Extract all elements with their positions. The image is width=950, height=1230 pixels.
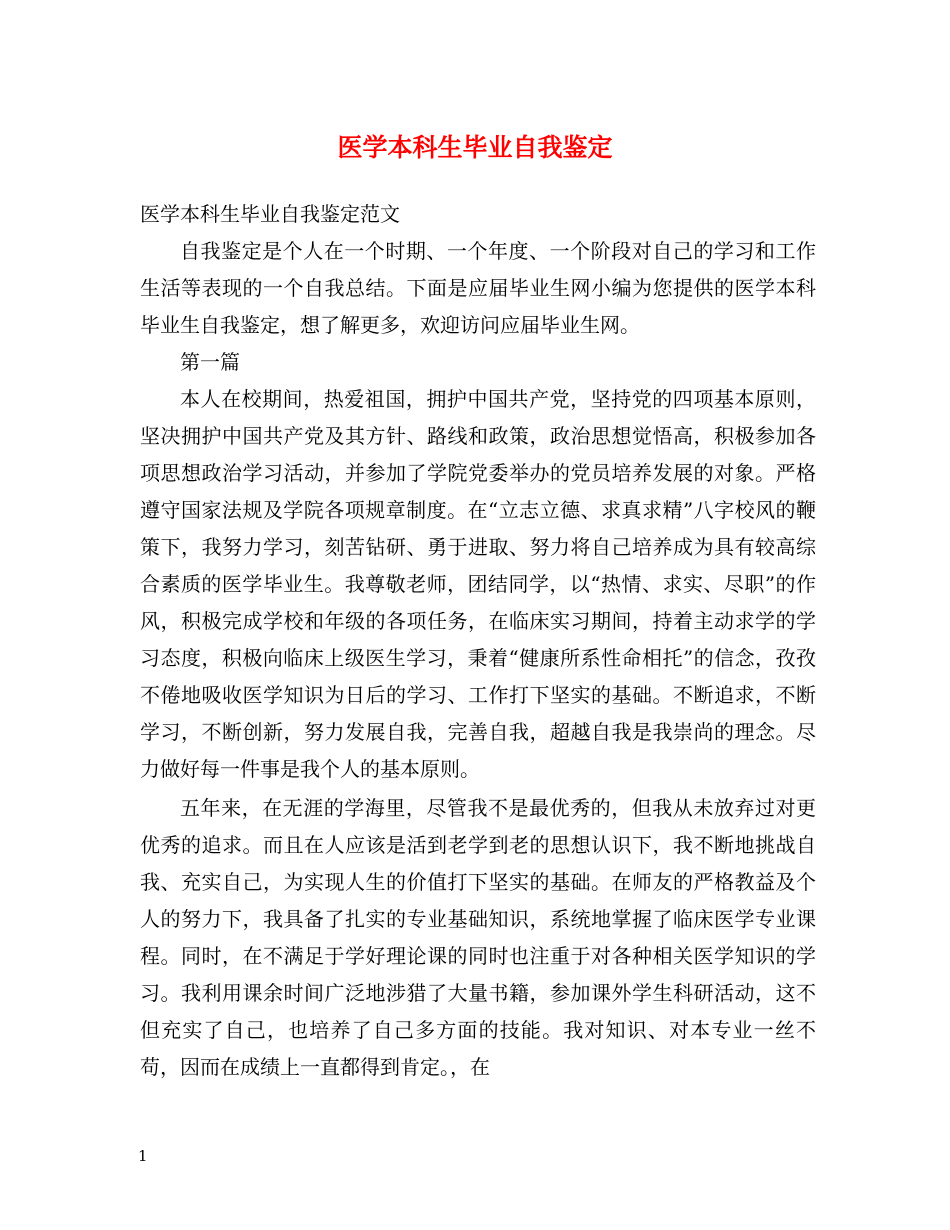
body-paragraph-1: 本人在校期间，热爱祖国，拥护中国共产党，坚持党的四项基本原则，坚决拥护中国共产党及其方针、路线和政策，政治思想觉悟高，积极参加各项思想政治学习活动，并参加了学院党委举办的党员培养发展的对象。严格遵守国家法规及学院各项规章制度。在“立志立德、求真求精”八字校风的鞭策下，我努力学习，刻苦钻研、勇于进取、努力将自己培养成为具有较高综合素质的医学毕业生。我尊敬老师，团结同学，以“热情、求实、尽职”的作风，积极完成学校和年级的各项任务，在临床实习期间，持着主动求学的学习态度，积极向临床上级医生学习，秉着“健康所系性命相托”的信念，孜孜不倦地吸收医学知识为日后的学习、工作打下坚实的基础。不断追求，不断学习，不断创新，努力发展自我，完善自我，超越自我是我崇尚的理念。尽力做好每一件事是我个人的基本原则。 bbox=[140, 387, 816, 781]
intro-paragraph: 自我鉴定是个人在一个时期、一个年度、一个阶段对自己的学习和工作生活等表现的一个自我总结。下面是应届毕业生网小编为您提供的医学本科毕业生自我鉴定，想了解更多，欢迎访问应届毕业生网。 bbox=[140, 239, 816, 337]
page-number: 1 bbox=[138, 1147, 148, 1165]
document-body bbox=[140, 196, 816, 1086]
section-heading: 第一篇 bbox=[180, 350, 240, 374]
body-paragraph-2: 五年来，在无涯的学海里，尽管我不是最优秀的，但我从未放弃过对更优秀的追求。而且在人应该是活到老学到老的思想认识下，我不断地挑战自我、充实自己，为实现人生的价值打下坚实的基础。在师友的严格教益及个人的努力下，我具备了扎实的专业基础知识，系统地掌握了临床医学专业课程。同时，在不满足于学好理论课的同时也注重于对各种相关医学知识的学习。我利用课余时间广泛地涉猎了大量书籍，参加课外学生科研活动，这不但充实了自己，也培养了自己多方面的技能。我对知识、对本专业一丝不苟，因而在成绩上一直都得到肯定。，在 bbox=[140, 796, 816, 1079]
document-subtitle: 医学本科生毕业自我鉴定范文 bbox=[140, 202, 400, 226]
document-title: 医学本科生毕业自我鉴定 bbox=[337, 133, 613, 162]
